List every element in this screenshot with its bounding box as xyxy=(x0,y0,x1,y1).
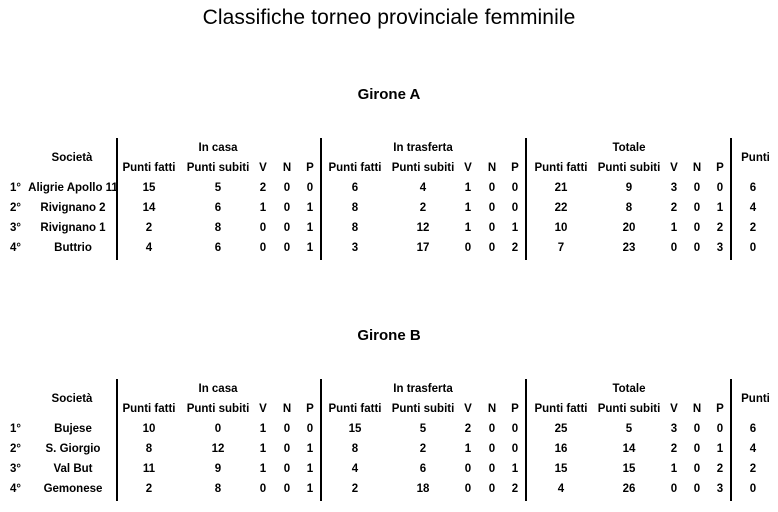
subheader-v: V xyxy=(464,403,472,415)
stat-value: 0 xyxy=(716,423,724,435)
header-societa: Società xyxy=(51,393,93,405)
stat-value: 1 xyxy=(306,222,314,234)
stat-value: 2 xyxy=(259,182,267,194)
points-value: 0 xyxy=(749,242,757,254)
stat-value: 4 xyxy=(145,242,153,254)
stat-value: 2 xyxy=(351,483,359,495)
stat-value: 1 xyxy=(259,202,267,214)
team-name: Gemonese xyxy=(43,483,103,495)
subheader-n: N xyxy=(692,403,702,415)
subheader-p: P xyxy=(511,403,519,415)
stat-value: 0 xyxy=(259,242,267,254)
stat-value: 2 xyxy=(716,463,724,475)
stat-value: 16 xyxy=(554,443,568,455)
position-label: 2° xyxy=(10,443,21,455)
subheader-p: P xyxy=(716,403,724,415)
position-label: 3° xyxy=(10,463,21,475)
subheader-punti-subiti: Punti subiti xyxy=(391,162,455,174)
stat-value: 20 xyxy=(622,222,636,234)
subheader-v: V xyxy=(464,162,472,174)
stat-value: 0 xyxy=(693,182,701,194)
stat-value: 11 xyxy=(142,463,156,475)
stat-value: 4 xyxy=(419,182,427,194)
stat-value: 5 xyxy=(214,182,222,194)
team-name: Bujese xyxy=(54,423,92,435)
position-label: 4° xyxy=(10,483,21,495)
stat-value: 1 xyxy=(670,463,678,475)
subheader-v: V xyxy=(259,162,267,174)
stat-value: 21 xyxy=(554,182,568,194)
stat-value: 1 xyxy=(306,242,314,254)
stat-value: 3 xyxy=(716,242,724,254)
subheader-punti-fatti: Punti fatti xyxy=(534,403,588,415)
stat-value: 23 xyxy=(622,242,636,254)
points-value: 6 xyxy=(749,423,757,435)
header-totale: Totale xyxy=(612,383,646,395)
subheader-n: N xyxy=(692,162,702,174)
stat-value: 2 xyxy=(464,423,472,435)
stat-value: 10 xyxy=(554,222,568,234)
stat-value: 3 xyxy=(351,242,359,254)
stat-value: 12 xyxy=(211,443,225,455)
subheader-p: P xyxy=(511,162,519,174)
header-in-trasferta: In trasferta xyxy=(393,383,453,395)
stat-value: 6 xyxy=(214,242,222,254)
stat-value: 18 xyxy=(416,483,430,495)
stat-value: 8 xyxy=(214,222,222,234)
stat-value: 0 xyxy=(259,222,267,234)
subheader-punti-subiti: Punti subiti xyxy=(391,403,455,415)
subheader-punti-fatti: Punti fatti xyxy=(122,403,176,415)
stat-value: 2 xyxy=(716,222,724,234)
stat-value: 22 xyxy=(554,202,568,214)
stat-value: 1 xyxy=(259,423,267,435)
stat-value: 1 xyxy=(306,202,314,214)
stat-value: 0 xyxy=(693,202,701,214)
stat-value: 4 xyxy=(557,483,565,495)
team-name: Buttrio xyxy=(54,242,92,254)
stat-value: 2 xyxy=(670,202,678,214)
subheader-punti-subiti: Punti subiti xyxy=(186,403,250,415)
stat-value: 9 xyxy=(625,182,633,194)
stat-value: 1 xyxy=(511,463,519,475)
stat-value: 1 xyxy=(306,463,314,475)
stat-value: 0 xyxy=(670,483,678,495)
stat-value: 9 xyxy=(214,463,222,475)
stat-value: 1 xyxy=(670,222,678,234)
stat-value: 0 xyxy=(488,443,496,455)
group-title-a: Girone A xyxy=(357,86,421,103)
subheader-v: V xyxy=(670,162,678,174)
stat-value: 0 xyxy=(511,443,519,455)
stat-value: 0 xyxy=(283,242,291,254)
stat-value: 12 xyxy=(416,222,430,234)
header-in-casa: In casa xyxy=(198,142,238,154)
stat-value: 1 xyxy=(306,443,314,455)
team-name: Val But xyxy=(53,463,93,475)
team-name: Rivignano 1 xyxy=(40,222,106,234)
stat-value: 0 xyxy=(693,463,701,475)
stat-value: 1 xyxy=(464,443,472,455)
stat-value: 2 xyxy=(145,222,153,234)
points-value: 2 xyxy=(749,463,757,475)
stat-value: 0 xyxy=(488,202,496,214)
stat-value: 0 xyxy=(464,483,472,495)
stat-value: 6 xyxy=(214,202,222,214)
stat-value: 3 xyxy=(670,182,678,194)
stat-value: 0 xyxy=(259,483,267,495)
stat-value: 10 xyxy=(142,423,156,435)
stat-value: 7 xyxy=(557,242,565,254)
points-value: 0 xyxy=(749,483,757,495)
stat-value: 0 xyxy=(306,423,314,435)
subheader-punti-subiti: Punti subiti xyxy=(186,162,250,174)
stat-value: 0 xyxy=(283,182,291,194)
stat-value: 26 xyxy=(622,483,636,495)
stat-value: 5 xyxy=(419,423,427,435)
subheader-n: N xyxy=(487,162,497,174)
stat-value: 0 xyxy=(464,463,472,475)
stat-value: 8 xyxy=(351,222,359,234)
subheader-punti-subiti: Punti subiti xyxy=(597,162,661,174)
header-punti: Punti xyxy=(741,393,770,405)
stat-value: 2 xyxy=(511,483,519,495)
stat-value: 0 xyxy=(283,483,291,495)
stat-value: 2 xyxy=(419,443,427,455)
subheader-punti-fatti: Punti fatti xyxy=(328,162,382,174)
subheader-p: P xyxy=(306,403,314,415)
stat-value: 15 xyxy=(348,423,362,435)
stat-value: 2 xyxy=(145,483,153,495)
stat-value: 0 xyxy=(283,423,291,435)
subheader-n: N xyxy=(487,403,497,415)
stat-value: 0 xyxy=(511,202,519,214)
points-value: 2 xyxy=(749,222,757,234)
stat-value: 0 xyxy=(693,423,701,435)
stat-value: 0 xyxy=(716,182,724,194)
subheader-v: V xyxy=(670,403,678,415)
stat-value: 0 xyxy=(214,423,222,435)
stat-value: 25 xyxy=(554,423,568,435)
stat-value: 1 xyxy=(306,483,314,495)
stat-value: 0 xyxy=(488,423,496,435)
stat-value: 0 xyxy=(488,222,496,234)
team-name: Aligrie Apollo 11 xyxy=(28,182,118,194)
stat-value: 8 xyxy=(351,202,359,214)
points-value: 4 xyxy=(749,202,757,214)
header-societa: Società xyxy=(51,152,93,164)
stat-value: 6 xyxy=(419,463,427,475)
subheader-p: P xyxy=(306,162,314,174)
stat-value: 1 xyxy=(464,202,472,214)
stat-value: 0 xyxy=(670,242,678,254)
stat-value: 0 xyxy=(488,483,496,495)
stat-value: 5 xyxy=(625,423,633,435)
header-totale: Totale xyxy=(612,142,646,154)
team-name: Rivignano 2 xyxy=(40,202,106,214)
subheader-punti-fatti: Punti fatti xyxy=(534,162,588,174)
position-label: 3° xyxy=(10,222,21,234)
stat-value: 0 xyxy=(283,443,291,455)
stat-value: 4 xyxy=(351,463,359,475)
header-in-casa: In casa xyxy=(198,383,238,395)
stat-value: 14 xyxy=(622,443,636,455)
stat-value: 0 xyxy=(464,242,472,254)
stat-value: 8 xyxy=(351,443,359,455)
stat-value: 1 xyxy=(716,443,724,455)
stat-value: 1 xyxy=(464,222,472,234)
subheader-punti-fatti: Punti fatti xyxy=(328,403,382,415)
stat-value: 0 xyxy=(488,242,496,254)
stat-value: 1 xyxy=(511,222,519,234)
header-in-trasferta: In trasferta xyxy=(393,142,453,154)
stat-value: 8 xyxy=(145,443,153,455)
stat-value: 2 xyxy=(511,242,519,254)
stat-value: 0 xyxy=(488,463,496,475)
stat-value: 15 xyxy=(554,463,568,475)
stat-value: 0 xyxy=(693,483,701,495)
stat-value: 0 xyxy=(693,222,701,234)
stat-value: 2 xyxy=(670,443,678,455)
stat-value: 0 xyxy=(693,443,701,455)
position-label: 4° xyxy=(10,242,21,254)
subheader-n: N xyxy=(282,403,292,415)
stat-value: 2 xyxy=(419,202,427,214)
stat-value: 17 xyxy=(416,242,430,254)
stat-value: 8 xyxy=(214,483,222,495)
stat-value: 0 xyxy=(283,222,291,234)
stat-value: 1 xyxy=(259,443,267,455)
subheader-p: P xyxy=(716,162,724,174)
stat-value: 8 xyxy=(625,202,633,214)
stat-value: 1 xyxy=(464,182,472,194)
stat-value: 0 xyxy=(511,182,519,194)
page-title: Classifiche torneo provinciale femminile xyxy=(202,6,576,29)
header-punti: Punti xyxy=(741,152,770,164)
stat-value: 15 xyxy=(622,463,636,475)
subheader-n: N xyxy=(282,162,292,174)
points-value: 6 xyxy=(749,182,757,194)
points-value: 4 xyxy=(749,443,757,455)
stat-value: 0 xyxy=(283,202,291,214)
stat-value: 14 xyxy=(142,202,156,214)
subheader-punti-subiti: Punti subiti xyxy=(597,403,661,415)
stat-value: 0 xyxy=(488,182,496,194)
stat-value: 1 xyxy=(716,202,724,214)
position-label: 1° xyxy=(10,423,21,435)
subheader-punti-fatti: Punti fatti xyxy=(122,162,176,174)
stat-value: 1 xyxy=(259,463,267,475)
stat-value: 0 xyxy=(511,423,519,435)
stat-value: 15 xyxy=(142,182,156,194)
subheader-v: V xyxy=(259,403,267,415)
position-label: 1° xyxy=(10,182,21,194)
position-label: 2° xyxy=(10,202,21,214)
stat-value: 3 xyxy=(716,483,724,495)
group-title-b: Girone B xyxy=(357,327,421,344)
stat-value: 3 xyxy=(670,423,678,435)
stat-value: 0 xyxy=(306,182,314,194)
team-name: S. Giorgio xyxy=(45,443,101,455)
stat-value: 0 xyxy=(283,463,291,475)
stat-value: 6 xyxy=(351,182,359,194)
stat-value: 0 xyxy=(693,242,701,254)
